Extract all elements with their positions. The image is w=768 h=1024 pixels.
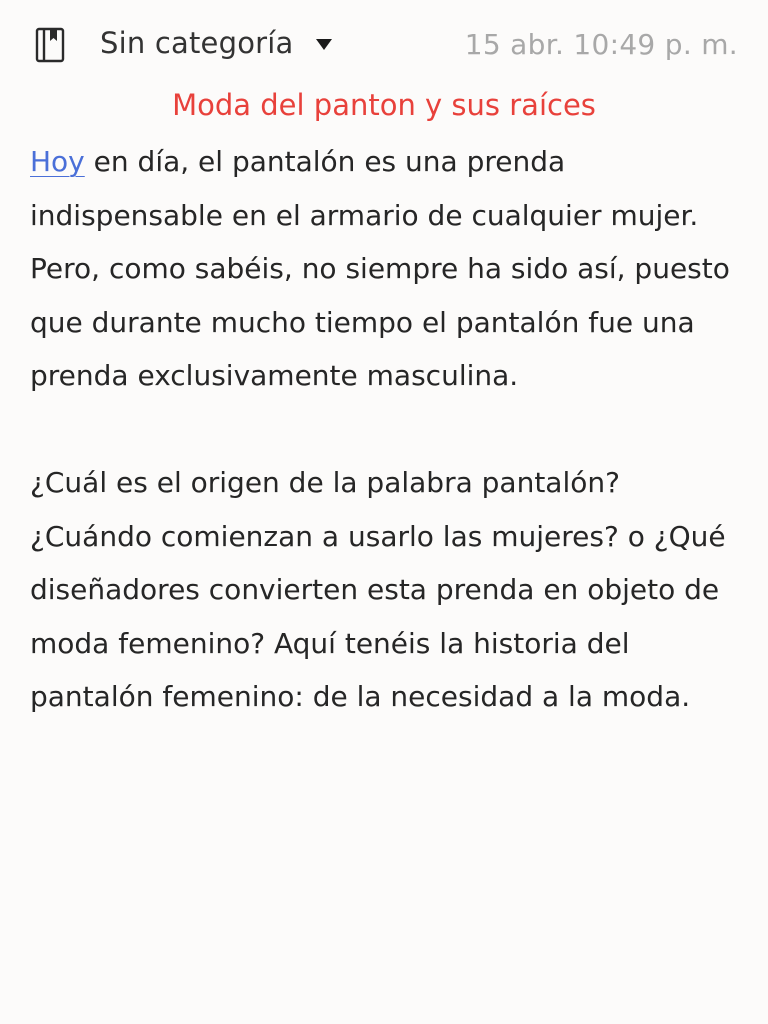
note-title[interactable]: Moda del panton y sus raíces [172, 88, 596, 122]
notebook-icon[interactable] [35, 27, 65, 63]
paragraph-text: en día, el pantalón es una prenda indispensable en el armario de cualquier mujer. Pero, como sabéis, no siempre ha sido así, puesto que durante mucho tiempo el pantalón fue una prenda exclusivamente masculina. [30, 145, 730, 392]
category-dropdown[interactable] [100, 26, 332, 60]
note-timestamp: 15 abr. 10:49 p. m. [464, 28, 738, 61]
body-paragraph: ¿Cuál es el origen de la palabra pantalón? ¿Cuándo comienzan a usarlo las mujeres? o ¿Qué diseñadores convierten esta prenda en objeto de moda femenino? Aquí tenéis la historia del pantalón femenino: de la necesidad a la moda. [30, 466, 726, 713]
note-body[interactable] [30, 135, 742, 724]
caret-down-icon [316, 39, 332, 50]
body-link[interactable]: Hoy [30, 145, 85, 178]
paragraph-spacer [30, 403, 742, 457]
body-paragraph [30, 135, 742, 403]
note-header [0, 0, 768, 92]
category-label: Sin categoría [100, 26, 294, 60]
